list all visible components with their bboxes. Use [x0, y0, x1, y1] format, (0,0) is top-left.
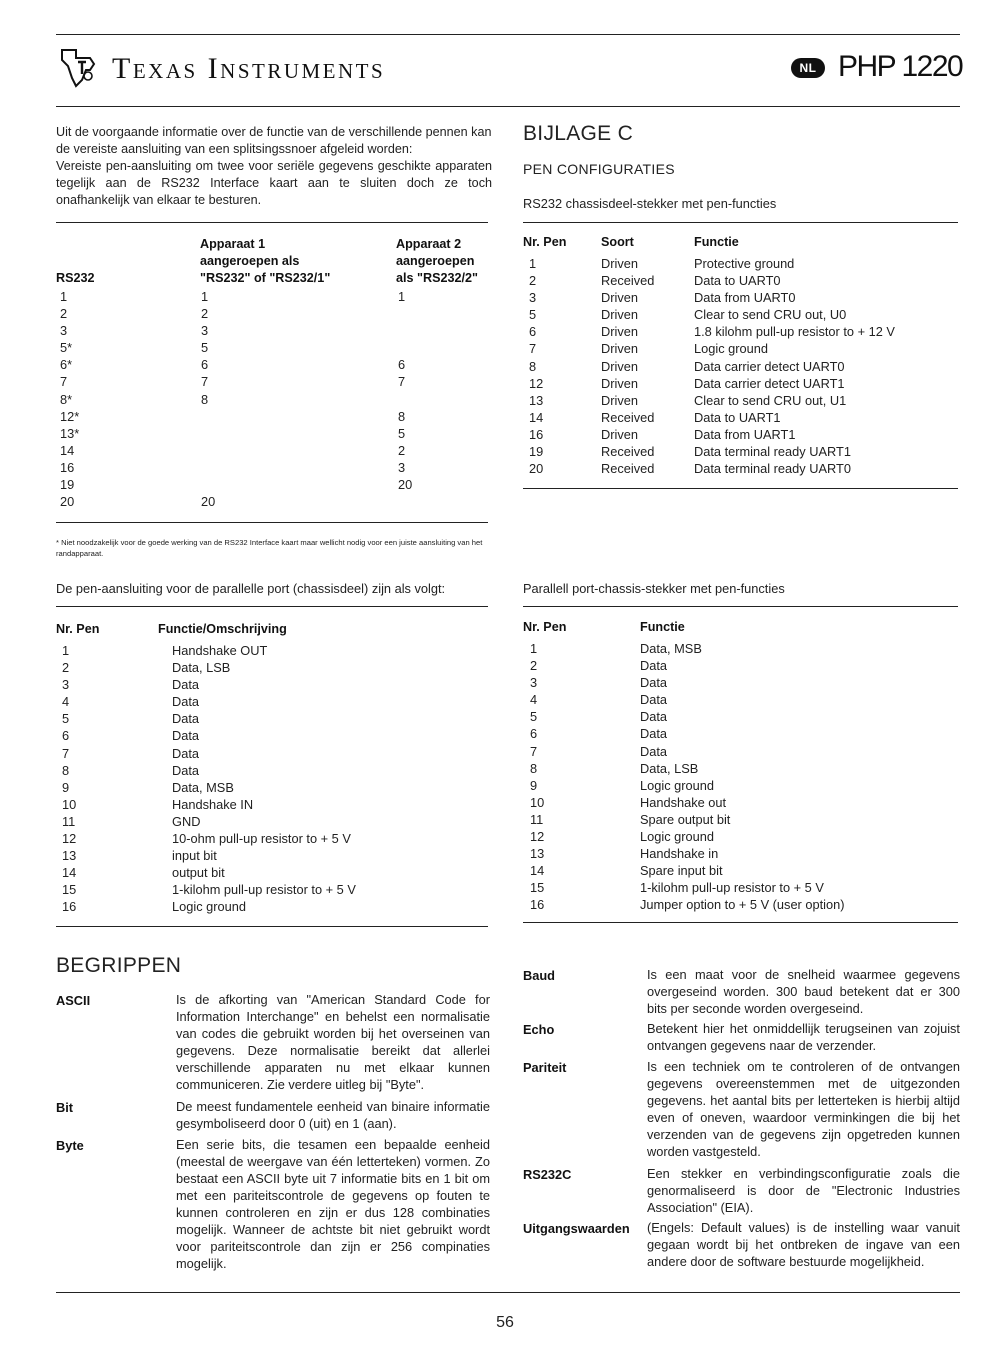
model-number: PHP 1220 — [838, 50, 963, 83]
table-cell: 5 — [530, 709, 538, 725]
table-cell: 19 — [529, 444, 544, 460]
table-cell: 12 — [530, 829, 545, 845]
table-cell: Handshake out — [640, 794, 727, 810]
table-cell: 12* — [60, 408, 80, 424]
table-cell: Driven — [601, 426, 638, 442]
table-cell: Data — [172, 762, 200, 778]
table-cell: Handshake in — [640, 846, 719, 862]
table-cell: 5 — [201, 340, 209, 356]
split-table-bottom-rule — [56, 522, 488, 523]
table-cell: Data carrier detect UART1 — [694, 375, 845, 391]
table-cell: 2 — [530, 658, 538, 674]
table-cell: 15 — [530, 880, 545, 896]
table-cell: Clear to send CRU out, U0 — [694, 307, 847, 323]
table-cell — [201, 425, 215, 442]
table-cell: 1 — [398, 289, 406, 304]
term-bit: Bit — [56, 1100, 74, 1115]
table-cell: 20 — [529, 461, 544, 477]
table-cell: Logic ground — [694, 341, 768, 357]
table-cell — [398, 339, 412, 356]
table-cell: 13 — [62, 848, 77, 864]
parallel-left-bottom-rule — [56, 926, 488, 927]
table-cell: 3 — [529, 290, 537, 306]
section-title-bijlage: BIJLAGE C — [523, 122, 634, 145]
table-cell: 16 — [530, 897, 545, 913]
table-cell: 19 — [60, 477, 75, 493]
split-col-rs232 — [60, 288, 79, 510]
table-cell: Data terminal ready UART1 — [694, 444, 851, 460]
term-echo: Echo — [523, 1022, 555, 1037]
table-cell — [398, 391, 412, 408]
table-cell: Clear to send CRU out, U1 — [694, 392, 847, 408]
table-cell — [201, 459, 215, 476]
table-cell: 20 — [60, 494, 75, 510]
table-cell: 7 — [398, 374, 406, 390]
table-cell: 6 — [530, 726, 538, 742]
table-cell: 9 — [62, 779, 70, 795]
parallel-right-caption: Parallell port-chassis-stekker met pen-functies — [523, 581, 785, 596]
table-cell: Data, MSB — [172, 779, 234, 795]
table-cell: 3 — [60, 323, 68, 339]
table-cell: 15 — [62, 882, 77, 898]
table-cell: 6* — [60, 357, 73, 373]
table-cell: Received — [601, 273, 655, 289]
page-number: 56 — [496, 1314, 514, 1331]
table-cell: Data — [172, 728, 200, 744]
table-cell: Received — [601, 409, 655, 425]
table-cell: Data terminal ready UART0 — [694, 461, 851, 477]
table-cell: Spare output bit — [640, 811, 731, 827]
table-cell: Data — [172, 711, 200, 727]
definition-uitgangswaarden: (Engels: Default values) is de instelling waar vanuit gegaan wordt bij het ontbreken de ingave van een andere door de software bestuurde mogelijkheid. — [647, 1220, 960, 1269]
table-cell: 16 — [60, 459, 75, 475]
table-cell: 3 — [201, 323, 209, 339]
table-cell: 1 — [62, 643, 70, 658]
table-cell: 8 — [529, 358, 537, 374]
split-header-app2: Apparaat 2 aangeroepen als "RS232/2" — [396, 237, 478, 285]
table-cell: 7 — [201, 374, 209, 390]
table-cell: 13* — [60, 425, 80, 441]
definition-rs232c: Een stekker en verbindingsconfiguratie zoals die genormaliseerd is door de "Electronic Industries Association" (EIA). — [647, 1166, 960, 1215]
table-cell: 7 — [530, 743, 538, 759]
table-cell: 6 — [529, 324, 537, 340]
table-cell: Driven — [601, 290, 638, 306]
intro-line1: Uit de voorgaande informatie over de functie van de verschillende pennen kan de vereiste aansluiting van een splitsingssnoer afgeleid worden: — [56, 125, 492, 156]
table-cell: output bit — [172, 865, 225, 881]
table-cell: 5* — [60, 340, 73, 356]
definition-bit: De meest fundamentele eenheid van binaire informatie gesymboliseerd door 0 (uit) en 1 (aan). — [176, 1099, 490, 1131]
table-cell: 1 — [530, 641, 538, 656]
table-cell: 6 — [398, 357, 406, 373]
table-cell: 8* — [60, 391, 73, 407]
texas-instruments-logo-icon — [56, 44, 100, 90]
parallel-right-col-pen — [530, 640, 544, 914]
table-cell — [201, 408, 215, 425]
table-cell: 2 — [201, 306, 209, 322]
parallel-right-top-rule — [523, 606, 958, 607]
parallel-right-bottom-rule — [523, 922, 958, 923]
rs232-header-soort: Soort — [601, 235, 634, 249]
table-cell: 8 — [62, 762, 70, 778]
term-byte: Byte — [56, 1138, 84, 1153]
parallel-right-header-pen: Nr. Pen — [523, 620, 567, 634]
table-cell: Data — [640, 726, 668, 742]
table-cell: 20 — [398, 477, 413, 493]
rs232-caption: RS232 chassisdeel-stekker met pen-functies — [523, 196, 777, 211]
table-cell: 12 — [529, 375, 544, 391]
table-cell: 3 — [398, 459, 406, 475]
table-cell: 5 — [62, 711, 70, 727]
table-cell: Handshake OUT — [172, 643, 268, 658]
intro-text — [56, 124, 492, 209]
table-cell: Data carrier detect UART0 — [694, 358, 845, 374]
rs232-col-functie — [694, 255, 895, 477]
rs232-header-pen: Nr. Pen — [523, 235, 567, 249]
table-cell: 7 — [62, 745, 70, 761]
table-cell: Data — [640, 692, 668, 708]
table-cell: 2 — [398, 442, 406, 458]
definition-byte: Een serie bits, die tesamen een bepaalde eenheid (meestal de weergave van één letterteken) vormen. Zo bestaat een ASCII byte uit 7 informatie bits en 1 bit om met een pariteitscontrole de gegevens op fouten te kunnen controleren en zijn er dus 128 combinaties mogelijk. Wanneer de achtste bit niet gebruikt wordt voor pariteitscontrole dan zijn er 256 compinaties mogelijk. — [176, 1137, 490, 1271]
parallel-left-header-functie: Functie/Omschrijving — [158, 622, 287, 636]
parallel-left-caption: De pen-aansluiting voor de parallelle port (chassisdeel) zijn als volgt: — [56, 581, 446, 596]
rs232-col-pen — [529, 255, 543, 477]
table-cell: 11 — [62, 813, 76, 829]
table-cell: Logic ground — [172, 899, 246, 915]
table-cell: 14 — [60, 442, 75, 458]
parallel-left-col-pen — [62, 642, 76, 916]
table-cell: 8 — [398, 408, 406, 424]
table-cell: 5 — [529, 307, 537, 323]
table-cell — [201, 442, 215, 459]
parallel-left-header-pen: Nr. Pen — [56, 622, 100, 636]
table-cell: Data from UART1 — [694, 426, 796, 442]
table-cell: Data — [640, 743, 668, 759]
split-header-app1: Apparaat 1 aangeroepen als "RS232" of "RS232/1" — [200, 237, 331, 285]
table-cell: 16 — [529, 426, 544, 442]
split-header-rs232: RS232 — [56, 271, 95, 285]
rs232-table-bottom-rule — [523, 488, 958, 489]
table-cell: Data — [172, 745, 200, 761]
table-cell: Data to UART1 — [694, 409, 781, 425]
table-cell: Data — [640, 658, 668, 674]
definition-baud: Is een maat voor de snelheid waarmee gegevens overgeseind worden. 300 baud betekent dat er 300 bits per seconde worden overgeseind. — [647, 967, 960, 1016]
table-cell: Logic ground — [640, 829, 714, 845]
table-cell: 1 — [201, 289, 209, 304]
definition-pariteit: Is een techniek om te controleren of de ontvangen gegevens overeenstemmen met de uitgezonden gegevens. het aantal bits per letterteken is hierbij altijd even of oneven, waardoor verminkingen die bij het verzenden van de gegevens zijn opgetreden kunnen worden vastgesteld. — [647, 1059, 960, 1159]
table-cell: Logic ground — [640, 777, 714, 793]
term-ascii: ASCII — [56, 993, 91, 1008]
split-col-app1 — [201, 288, 215, 510]
table-cell — [398, 493, 412, 510]
table-cell: Driven — [601, 256, 638, 271]
table-cell: 2 — [529, 273, 537, 289]
term-pariteit: Pariteit — [523, 1060, 567, 1075]
table-cell: 1-kilohm pull-up resistor to + 5 V — [640, 880, 824, 896]
definition-ascii: Is de afkorting van "American Standard Code for Information Interchange" en behelst een normalisatie van codes die gebruikt worden bij het overseinen van gegevens. Deze normalisatie bereikt dat allerlei verschillende apparaten nu met elkaar kunnen communiceren. Zie verdere uitleg bij "Byte". — [176, 992, 490, 1092]
table-cell: Data — [640, 675, 668, 691]
section-title-begrippen: BEGRIPPEN — [56, 954, 182, 977]
table-cell: Received — [601, 444, 655, 460]
table-cell: Protective ground — [694, 256, 795, 271]
table-cell: Driven — [601, 307, 638, 323]
rs232-header-functie: Functie — [694, 235, 739, 249]
table-cell: 2 — [62, 660, 70, 676]
split-col-app2 — [398, 288, 412, 510]
rs232-col-soort — [601, 255, 654, 477]
table-cell: 4 — [62, 694, 70, 710]
table-cell: Driven — [601, 375, 638, 391]
table-cell: 7 — [60, 374, 68, 390]
table-cell: Data — [172, 677, 200, 693]
split-footnote: * Niet noodzakelijk voor de goede werking van de RS232 Interface kaart maar wellicht nodig voor een juiste aansluiting van het randapparaat. — [56, 538, 483, 558]
split-table-top-rule — [56, 222, 488, 223]
parallel-right-header-functie: Functie — [640, 620, 685, 634]
table-cell: Driven — [601, 324, 638, 340]
table-cell: 2 — [60, 306, 68, 322]
table-cell: 8 — [201, 391, 209, 407]
table-cell: 10 — [62, 796, 77, 812]
language-badge: NL — [791, 58, 825, 78]
table-cell: 8 — [530, 760, 538, 776]
table-cell: 6 — [201, 357, 209, 373]
table-cell: 1-kilohm pull-up resistor to + 5 V — [172, 882, 356, 898]
table-cell: 10-ohm pull-up resistor to + 5 V — [172, 831, 351, 847]
table-cell: Received — [601, 461, 655, 477]
table-cell: Data — [172, 694, 200, 710]
table-cell — [398, 322, 412, 339]
table-cell: 3 — [530, 675, 538, 691]
table-cell: Jumper option to + 5 V (user option) — [640, 897, 845, 913]
table-cell: 1 — [529, 256, 537, 271]
table-cell: 9 — [530, 777, 538, 793]
table-cell: Data, MSB — [640, 641, 702, 656]
table-cell: Driven — [601, 358, 638, 374]
parallel-right-col-functie — [640, 640, 845, 914]
table-cell: 14 — [530, 863, 545, 879]
table-cell: 13 — [530, 846, 545, 862]
table-cell: Data, LSB — [172, 660, 231, 676]
parallel-left-top-rule — [56, 606, 488, 607]
table-cell: 6 — [62, 728, 70, 744]
table-cell: 12 — [62, 831, 77, 847]
rs232-table-top-rule — [523, 222, 958, 223]
table-cell: input bit — [172, 848, 217, 864]
term-uitgangswaarden: Uitgangswaarden — [523, 1221, 630, 1236]
table-cell: Handshake IN — [172, 796, 254, 812]
table-cell: 1 — [60, 289, 68, 304]
table-cell: 14 — [62, 865, 77, 881]
table-cell — [201, 476, 215, 493]
table-cell — [398, 305, 412, 322]
table-cell: 7 — [529, 341, 537, 357]
table-cell: Data from UART0 — [694, 290, 796, 306]
table-cell: 4 — [530, 692, 538, 708]
table-cell: 10 — [530, 794, 545, 810]
table-cell: Data, LSB — [640, 760, 699, 776]
definition-echo: Betekent hier het onmiddellijk terugseinen van zojuist ontvangen gegevens naar de verzender. — [647, 1021, 960, 1053]
table-cell: Data to UART0 — [694, 273, 781, 289]
table-cell: GND — [172, 813, 201, 829]
intro-line2: Vereiste pen-aansluiting om twee voor seriële gegevens geschikte apparaten tegelijk aan de RS232 Interface kaart aan te sluiten doch ze toch onafhankelijk van elkaar te besturen. — [56, 159, 492, 207]
table-cell: 16 — [62, 899, 77, 915]
table-cell: Spare input bit — [640, 863, 723, 879]
table-cell: 11 — [530, 811, 544, 827]
table-cell: 13 — [529, 392, 544, 408]
table-cell: 14 — [529, 409, 544, 425]
table-cell: 1.8 kilohm pull-up resistor to + 12 V — [694, 324, 895, 340]
term-baud: Baud — [523, 968, 555, 983]
table-cell: Driven — [601, 341, 638, 357]
header-rule — [56, 106, 960, 107]
top-rule — [56, 34, 960, 35]
table-cell: Driven — [601, 392, 638, 408]
table-cell: 20 — [201, 494, 216, 510]
parallel-left-col-functie — [172, 642, 356, 916]
table-cell: 3 — [62, 677, 70, 693]
footer-rule — [56, 1292, 960, 1293]
brand-name: Texas Instruments — [112, 52, 386, 85]
term-rs232c: RS232C — [523, 1167, 572, 1182]
table-cell: Data — [640, 709, 668, 725]
table-cell: 5 — [398, 425, 406, 441]
section-subtitle-pen: PEN CONFIGURATIES — [523, 161, 675, 177]
